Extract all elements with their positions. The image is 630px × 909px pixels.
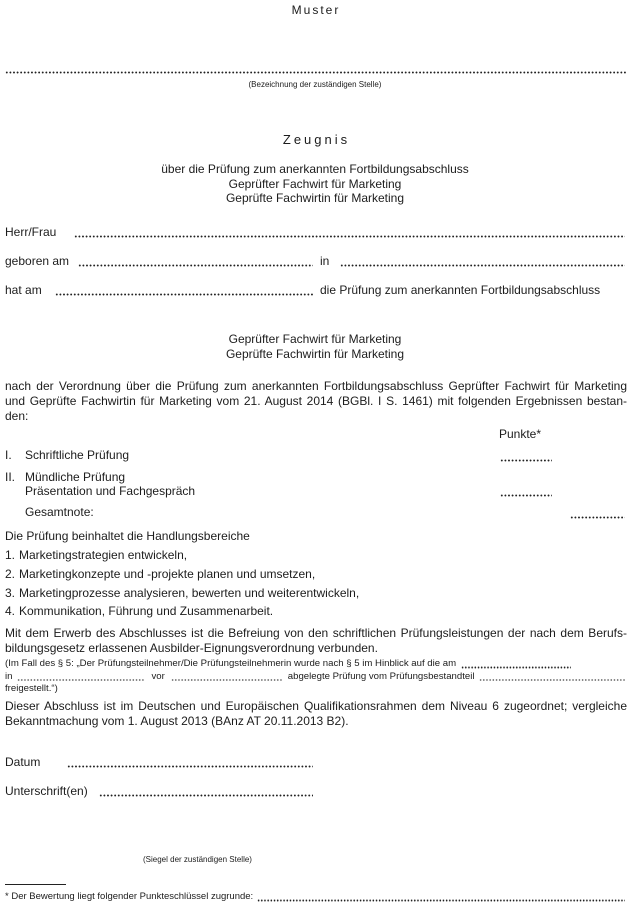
name-label: Herr/Frau bbox=[5, 224, 57, 239]
exemption-component-blank bbox=[479, 679, 625, 682]
birth-place-blank bbox=[340, 264, 625, 267]
list-item bbox=[5, 548, 625, 563]
oral-exam-row bbox=[5, 470, 625, 485]
subtitle-line: Geprüfte Fachwirtin für Marketing bbox=[225, 191, 405, 205]
exam-passed-field bbox=[320, 283, 625, 298]
exam-date-row bbox=[5, 283, 625, 298]
written-exam-label: Schriftliche Prüfung bbox=[25, 447, 130, 462]
subtitle-line: Geprüfter Fachwirt für Marketing bbox=[228, 176, 402, 191]
signature-row bbox=[5, 784, 625, 799]
specimen-heading: Muster bbox=[291, 2, 341, 17]
oral-exam-subrow bbox=[25, 484, 195, 499]
footnote-row bbox=[5, 891, 625, 903]
signature-label: Unterschrift(en) bbox=[5, 783, 88, 798]
areas-intro: Die Prüfung beinhaltet die Handlungsbereiche bbox=[5, 528, 250, 543]
list-item-number: 2. bbox=[5, 566, 16, 581]
list-item bbox=[5, 567, 625, 582]
oral-exam-points-blank bbox=[500, 494, 552, 497]
issuing-body-caption: (Bezeichnung der zuständigen Stelle) bbox=[248, 80, 382, 89]
subtitle-block bbox=[0, 162, 630, 206]
paragraph-line: nach der Verordnung über die Prüfung zum anerkannten Fortbildungsabschluss Geprüfter Fachwirt für Marketing bbox=[5, 378, 627, 393]
birth-date-label: geboren am bbox=[5, 253, 70, 268]
birth-place-field bbox=[320, 254, 625, 269]
name-row bbox=[5, 225, 625, 240]
exam-passed-text: die Prüfung zum anerkannten Fortbildungsabschluss bbox=[320, 282, 601, 297]
list-item-text: Marketingkonzepte und -projekte planen und umsetzen, bbox=[19, 566, 316, 581]
qualification-line: Geprüfte Fachwirtin für Marketing bbox=[225, 346, 405, 361]
name-blank bbox=[74, 235, 625, 238]
paragraph-line: bildungsgesetz erlassenen Ausbilder-Eignungsverordnung verbunden. bbox=[5, 640, 378, 655]
document-title: Zeugnis bbox=[282, 132, 351, 147]
regulation-paragraph bbox=[5, 379, 627, 424]
paragraph-line: Mit dem Erwerb des Abschlusses ist die Befreiung von den schriftlichen Prüfungsleistungen der nach dem Berufs- bbox=[5, 625, 627, 640]
qualification-line: Geprüfter Fachwirt für Marketing bbox=[228, 331, 402, 346]
exemption-note-line bbox=[5, 658, 625, 671]
list-item bbox=[5, 586, 625, 601]
oral-exam-sublabel: Präsentation und Fachgespräch bbox=[25, 483, 196, 498]
birth-date-field bbox=[5, 254, 313, 269]
exam-date-blank bbox=[55, 293, 313, 296]
exemption-date-blank bbox=[461, 666, 571, 669]
qualification-block bbox=[0, 332, 630, 362]
total-grade-row bbox=[25, 505, 94, 520]
date-field bbox=[5, 755, 313, 770]
total-grade-label: Gesamtnote: bbox=[25, 504, 94, 519]
list-item bbox=[5, 604, 625, 619]
date-label: Datum bbox=[5, 754, 41, 769]
date-blank bbox=[67, 765, 313, 768]
exemption-note-line bbox=[5, 671, 625, 684]
footnote-text: * Der Bewertung liegt folgender Punkteschlüssel zugrunde: bbox=[5, 891, 254, 902]
exemption-paragraph bbox=[5, 626, 627, 656]
exemption-authority-blank bbox=[171, 679, 283, 682]
exemption-note-in: in bbox=[5, 670, 13, 682]
oral-exam-number: II. bbox=[5, 469, 16, 484]
date-row bbox=[5, 755, 625, 770]
list-item-number: 3. bbox=[5, 585, 16, 600]
points-header: Punkte* bbox=[499, 426, 542, 441]
birth-date-blank bbox=[78, 264, 313, 267]
exemption-note-text: abgelegte Prüfung vom Prüfungsbestandteil bbox=[287, 670, 475, 682]
exemption-note-text: (Im Fall des § 5: „Der Prüfungsteilnehmer/Die Prüfungsteilnehmerin wurde nach § 5 im Hinblick auf die am bbox=[5, 658, 457, 669]
list-item-text: Marketingprozesse analysieren, bewerten und weiterentwickeln, bbox=[19, 585, 360, 600]
signature-blank bbox=[99, 794, 313, 797]
birth-row bbox=[5, 254, 625, 269]
paragraph-line: Dieser Abschluss ist im Deutschen und Europäischen Qualifikationsrahmen dem Niveau 6 zugeordnet; vergleiche bbox=[5, 698, 627, 713]
exemption-note bbox=[5, 658, 625, 696]
birth-place-label: in bbox=[320, 253, 330, 268]
total-grade-blank bbox=[570, 516, 625, 519]
signature-field bbox=[5, 784, 313, 799]
footnote-blank bbox=[257, 899, 625, 902]
paragraph-line: und Geprüfte Fachwirtin für Marketing vom 21. August 2014 (BGBl. I S. 1461) mit folgenden Ergebnissen bestan- bbox=[5, 393, 627, 408]
paragraph-line: den: bbox=[5, 408, 29, 423]
seal-caption: (Siegel der zuständigen Stelle) bbox=[143, 855, 252, 864]
paragraph-line: Bekanntmachung vom 1. August 2013 (BAnz AT 20.11.2013 B2). bbox=[5, 713, 349, 728]
subtitle-line: über die Prüfung zum anerkannten Fortbildungsabschluss bbox=[161, 162, 469, 176]
written-exam-points-blank bbox=[500, 459, 552, 462]
oral-exam-label: Mündliche Prüfung bbox=[25, 469, 126, 484]
written-exam-number: I. bbox=[5, 447, 12, 462]
exam-date-label: hat am bbox=[5, 282, 42, 297]
list-item-number: 4. bbox=[5, 603, 16, 618]
list-item-number: 1. bbox=[5, 547, 16, 562]
dqr-paragraph bbox=[5, 699, 627, 729]
footnote-divider bbox=[5, 884, 66, 885]
issuing-body-blank bbox=[5, 71, 627, 74]
list-item-text: Kommunikation, Führung und Zusammenarbeit. bbox=[19, 603, 274, 618]
list-item-text: Marketingstrategien entwickeln, bbox=[19, 547, 188, 562]
exemption-place-blank bbox=[17, 679, 145, 682]
exemption-note-vor: vor bbox=[151, 670, 165, 682]
exemption-note-line: freigestellt.“) bbox=[5, 683, 58, 694]
exam-date-field bbox=[5, 283, 313, 298]
